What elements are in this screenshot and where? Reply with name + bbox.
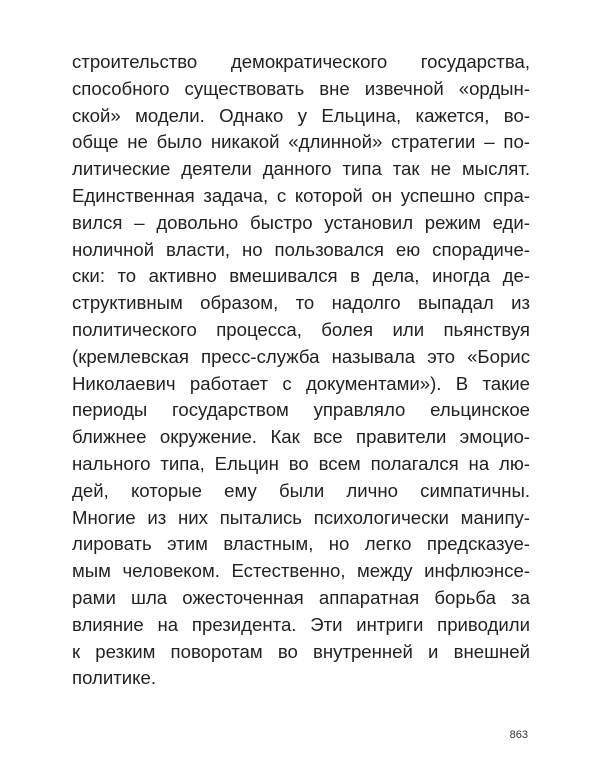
text-line: ской» модели. Однако у Ельцина, кажется, во- — [72, 104, 530, 126]
text-line: Николаевич работает с документами»). В такие — [72, 372, 530, 394]
text-line: Многие из них пытались психологически манипу- — [72, 506, 530, 528]
text-line: к резким поворотам во внутренней и внешней — [72, 640, 530, 662]
text-line: структивным образом, то надолго выпадал из — [72, 292, 530, 314]
text-line: влияние на президента. Эти интриги приводили — [72, 613, 530, 635]
text-line: способного существовать вне извечной «ордын- — [72, 77, 530, 99]
text-line: ближнее окружение. Как все правители эмоцио- — [72, 426, 530, 448]
text-line: вился – довольно быстро установил режим еди- — [72, 211, 530, 233]
text-line: нального типа, Ельцин во всем полагался на лю- — [72, 452, 530, 474]
page-number: 863 — [509, 729, 528, 741]
text-line: Единственная задача, с которой он успешно спра- — [72, 184, 530, 206]
text-line: ски: то активно вмешивался в дела, иногда де- — [72, 265, 530, 287]
body-text — [72, 49, 530, 692]
text-line: мым человеком. Естественно, между инфлюэнсе- — [72, 560, 530, 582]
text-line: (кремлевская пресс-служба называла это «Борис — [72, 345, 530, 367]
text-line: ноличной власти, но пользовался ею спорадиче- — [72, 238, 530, 260]
text-line: обще не было никакой «длинной» стратегии – по- — [72, 131, 530, 153]
text-line: рами шла ожесточенная аппаратная борьба за — [72, 586, 530, 608]
text-line: политике. — [72, 667, 156, 689]
text-line: дей, которые ему были лично симпатичны. — [72, 479, 530, 501]
text-line: политического процесса, болея или пьянствуя — [72, 318, 530, 340]
text-line: строительство демократического государства, — [72, 51, 530, 72]
text-line: лировать этим властным, но легко предсказуе- — [72, 533, 530, 555]
text-line: периоды государством управляло ельцинское — [72, 399, 530, 421]
text-line: литические деятели данного типа так не мыслят. — [72, 158, 530, 180]
